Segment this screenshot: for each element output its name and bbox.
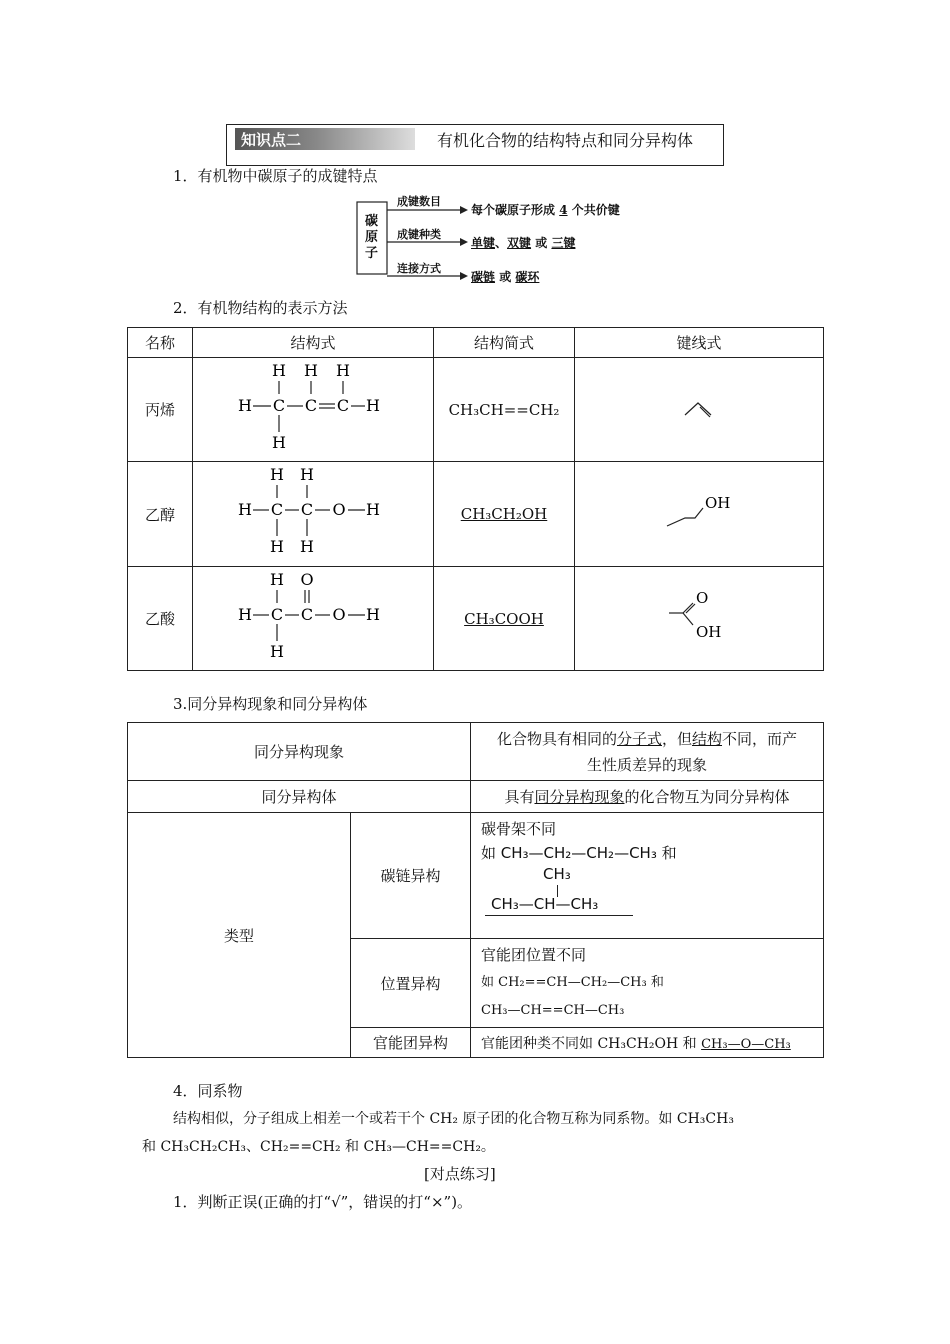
section2-heading: 2．有机物结构的表示方法 [173,299,348,317]
svg-text:C: C [272,395,286,415]
structure-table [127,327,824,671]
svg-text:H: H [366,500,380,519]
bond-type-label: 成键种类 [397,228,441,241]
ethanol-skeletal-formula [659,490,739,534]
position-isomer-line1: 官能团位置不同 [481,946,587,964]
svg-text:C: C [304,395,318,415]
bond-count-post: 个共价键 [571,203,620,217]
bond-count-text [471,201,620,218]
triple-bond: 三键 [551,236,576,250]
svg-text:H: H [238,500,252,519]
carbon-atom-label: 碳原子 [365,214,379,261]
chain-isomer-desc [471,813,824,939]
svg-text:H: H [272,360,286,380]
ethanol-condensed: CH₃CH₂OH [434,462,575,567]
col-name: 名称 [128,328,193,358]
svg-text:H: H [238,604,252,624]
phenomenon-molecular-formula: 分子式 [616,729,662,748]
svg-text:C: C [336,395,350,415]
phenomenon-def-a: 化合物具有相同的 [496,729,617,748]
bond-count-label: 成键数目 [397,195,441,208]
svg-text:C: C [270,500,284,519]
phenomenon-def-d: 生性质差异的现象 [586,755,707,774]
topic-badge [235,128,415,150]
svg-text:H: H [366,395,380,415]
isobutane-branch: CH₃ [543,865,571,883]
topic-badge-text: 知识点二 [241,131,302,149]
isomer-def-b: 的化合物互为同分异构体 [624,788,790,806]
svg-text:O: O [332,500,346,519]
acetic-acid-skeletal-formula [659,585,739,649]
acetic-acid-structural-formula [233,569,393,665]
isomer-def-a: 具有 [504,788,535,806]
position-isomer-name: 位置异构 [351,939,471,1028]
chain-isomer-line1: 碳骨架不同 [481,820,557,838]
svg-text:H: H [300,465,314,484]
bond-type-text [471,234,575,251]
section1-heading: 1．有机物中碳原子的成键特点 [173,167,378,185]
isobutane-chain: CH₃—CH—CH₃ [491,895,599,913]
topic-header [226,124,724,166]
svg-text:H: H [270,465,284,484]
svg-text:H: H [304,360,318,380]
chain-isomer-line2: 如 CH₃—CH₂—CH₂—CH₃ 和 [481,844,677,862]
propene-condensed: CH₃CH==CH₂ [434,358,575,462]
acetic-acid-structural [193,567,434,671]
svg-text:H: H [238,395,252,415]
position-isomer-desc [471,939,824,1028]
type-label: 类型 [128,813,351,1058]
svg-text:C: C [300,604,314,624]
col-structural: 结构式 [193,328,434,358]
practice-q1: 1．判断正误(正确的打“√”，错误的打“×”)。 [173,1193,473,1211]
svg-text:O: O [332,604,346,624]
svg-text:OH: OH [696,622,722,641]
propene-skeletal-formula [669,393,729,423]
svg-text:H: H [300,537,314,556]
svg-text:H: H [336,360,350,380]
ethanol-name: 乙醇 [128,462,193,567]
connection-sep: 或 [499,270,512,284]
carbon-ring: 碳环 [515,270,540,284]
functional-isomer-ether: CH₃—O—CH₃ [701,1036,791,1052]
position-isomer-line2: 如 CH₂==CH—CH₂—CH₃ 和 [481,975,664,990]
isomer-definition [471,781,824,813]
phenomenon-definition [471,723,824,781]
svg-text:H: H [270,641,284,661]
carbon-bond-diagram [355,192,635,288]
functional-isomer-name: 官能团异构 [351,1028,471,1058]
bond-count-blank: 4 [559,203,568,217]
isobutane-underline [485,915,633,916]
acetic-acid-name: 乙酸 [128,567,193,671]
ethanol-skeletal [575,462,824,567]
double-bond: 双键 [507,236,532,250]
homolog-line1: 结构相似，分子组成上相差一个或若干个 CH₂ 原子团的化合物互称为同系物。如 CH₃CH₃ [173,1111,734,1127]
svg-text:H: H [272,432,286,452]
bond-count-pre: 每个碳原子形成 [471,203,556,217]
practice-heading: [对点练习] [424,1165,496,1183]
isomer-def-phenomenon: 同分异构现象 [534,788,625,806]
homolog-line2: 和 CH₃CH₂CH₃、CH₂==CH₂ 和 CH₃—CH==CH₂。 [142,1139,495,1155]
svg-text:C: C [270,604,284,624]
propene-structural [193,358,434,462]
col-skeletal: 键线式 [575,328,824,358]
topic-title: 有机化合物的结构特点和同分异构体 [437,131,694,150]
svg-text:H: H [366,604,380,624]
position-isomer-line3: CH₃—CH==CH—CH₃ [481,1003,625,1018]
phenomenon-def-c: 不同，而产 [722,729,798,748]
svg-text:OH: OH [705,494,731,512]
propene-structural-formula [233,360,393,456]
section4-heading: 4．同系物 [173,1082,243,1100]
bond-sep1: 、 [495,236,508,250]
phenomenon-structure: 结构 [692,729,723,748]
phenomenon-label: 同分异构现象 [128,723,471,781]
isomer-table [127,722,824,1058]
connection-label: 连接方式 [397,262,441,275]
acetic-acid-condensed: CH₃COOH [434,567,575,671]
isomer-label: 同分异构体 [128,781,471,813]
col-condensed: 结构简式 [434,328,575,358]
acetic-acid-skeletal [575,567,824,671]
connection-text [471,268,539,285]
propene-skeletal [575,358,824,462]
svg-text:O: O [696,588,709,607]
functional-isomer-text: 官能团种类不同如 CH₃CH₂OH 和 [481,1035,702,1052]
svg-text:H: H [270,537,284,556]
svg-text:O: O [300,569,314,589]
svg-text:H: H [270,569,284,589]
propene-name: 丙烯 [128,358,193,462]
isobutane [481,865,813,917]
svg-text:C: C [300,500,314,519]
bond-sep2: 或 [535,236,548,250]
single-bond: 单键 [471,236,496,250]
functional-isomer-desc [471,1028,824,1058]
section3-heading: 3.同分异构现象和同分异构体 [173,695,368,713]
carbon-chain: 碳链 [471,270,496,284]
phenomenon-def-b: ，但 [661,729,692,748]
chain-isomer-name: 碳链异构 [351,813,471,939]
ethanol-structural-formula [233,464,393,560]
ethanol-structural [193,462,434,567]
